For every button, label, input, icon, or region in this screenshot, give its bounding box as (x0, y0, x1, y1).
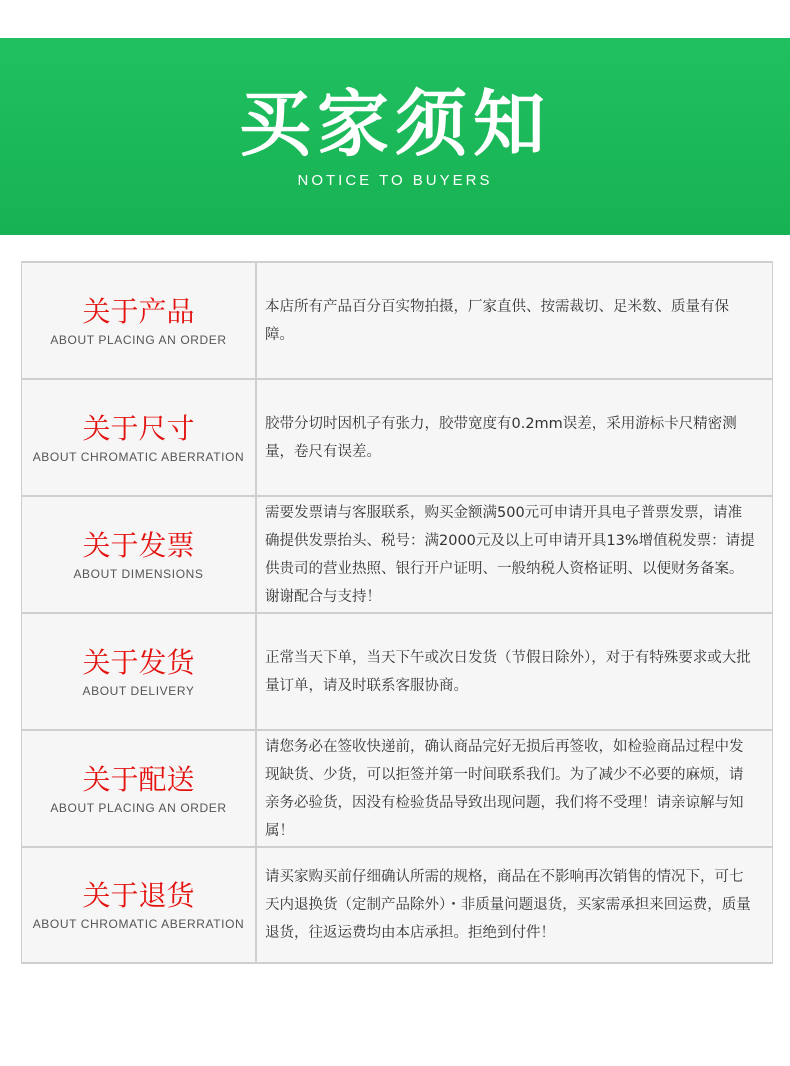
page-title: 买家须知 (238, 81, 551, 166)
row-body (257, 614, 772, 729)
row-heading (22, 380, 257, 495)
notice-row-product (22, 263, 772, 380)
row-text: 需要发票请与客服联系，购买金额满500元可申请开具电子普票发票，请准确提供发票抬头、税号：满2000元及以上可申请开具13%增值税发票：请提供贵司的营业热照、银行开户证明、一般纳税人资格证明、以便财务备案。谢谢配合与支持！ (265, 504, 755, 605)
row-subtitle: ABOUT DIMENSIONS (73, 566, 204, 581)
row-body (257, 848, 772, 962)
header-banner (0, 38, 790, 235)
row-text: 本店所有产品百分百实物拍摄，厂家直供、按需裁切、足米数、质量有保障。 (265, 298, 729, 343)
page-subtitle: NOTICE TO BUYERS (297, 172, 493, 189)
row-body (257, 263, 772, 378)
row-subtitle: ABOUT CHROMATIC ABERRATION (32, 917, 245, 931)
notice-row-invoice (22, 497, 772, 614)
row-text: 请买家购买前仔细确认所需的规格，商品在不影响再次销售的情况下，可七天内退换货（定制产品除外）・非质量问题退货，买家需承担来回运费，质量退货，往返运费均由本店承担。拒绝到付件！ (265, 869, 751, 941)
row-subtitle: ABOUT DELIVERY (82, 683, 195, 698)
notice-row-returns (22, 848, 772, 964)
row-title: 关于产品 (82, 294, 195, 328)
notice-row-size (22, 380, 772, 497)
notice-row-delivery (22, 731, 772, 848)
row-heading (22, 848, 257, 962)
row-title: 关于配送 (82, 762, 195, 796)
row-body (257, 380, 772, 495)
row-heading (22, 731, 257, 846)
row-title: 关于发货 (82, 645, 195, 679)
row-title: 关于退货 (82, 879, 195, 912)
row-title: 关于尺寸 (82, 411, 195, 445)
row-subtitle: ABOUT PLACING AN ORDER (50, 332, 227, 347)
row-subtitle: ABOUT CHROMATIC ABERRATION (32, 449, 245, 464)
notice-row-shipping (22, 614, 772, 731)
row-heading (22, 263, 257, 378)
row-subtitle: ABOUT PLACING AN ORDER (50, 800, 227, 815)
row-title: 关于发票 (82, 528, 195, 562)
row-text: 正常当天下单，当天下午或次日发货（节假日除外），对于有特殊要求或大批量订单，请及时联系客服协商。 (265, 649, 751, 694)
row-body (257, 731, 772, 846)
notice-table (21, 261, 773, 964)
row-text: 请您务必在签收快递前，确认商品完好无损后再签收，如检验商品过程中发现缺货、少货，可以拒签并第一时间联系我们。为了减少不必要的麻烦，请亲务必验货，因没有检验货品导致出现问题，我们将不受理！请亲谅解与知属！ (265, 738, 744, 839)
row-heading (22, 497, 257, 612)
row-text: 胶带分切时因机子有张力，胶带宽度有0.2mm误差，采用游标卡尺精密测量，卷尺有误差。 (265, 415, 737, 460)
row-heading (22, 614, 257, 729)
row-body (257, 497, 772, 612)
